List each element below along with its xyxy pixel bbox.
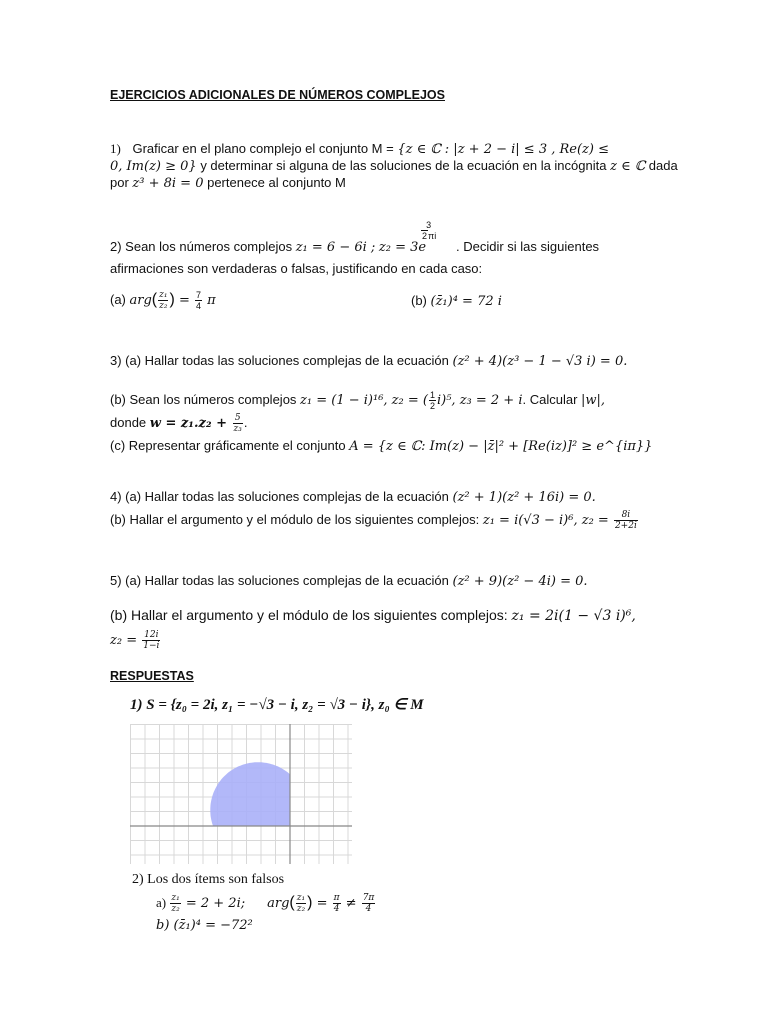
ex2-a-frac-den: 4 <box>195 301 201 311</box>
ex5-b2-math: z₂ = <box>110 632 142 648</box>
ex2-line1 <box>110 239 426 256</box>
ex1-line3 <box>110 175 346 192</box>
ex5-b-math: z₁ = 2i(1 − √3 i)⁶, <box>511 608 636 624</box>
shaded-region <box>210 762 290 826</box>
ex2-a-eq: = <box>174 292 194 308</box>
ex4-b-num: 8i <box>614 510 638 521</box>
ex3-item-c <box>110 438 652 455</box>
answer-2a: a) $\frac{\text{z₁}}{\text{z₂}}$ = 2 + 2i; arg( $\frac{\text{z₁}}{\text{z₂}}$ ) = $\frac{\pi}{4}$ ≠ $\frac{7\pi}{4}$ <box>156 893 375 914</box>
answers-heading: RESPUESTAS <box>110 669 194 683</box>
answer-2a-arg-den: z₂ <box>296 904 306 914</box>
ex4-b-text: (b) Hallar el argumento y el módulo de los siguientes complejos: <box>110 511 483 527</box>
ex2-line1-text: 2) Sean los números complejos <box>110 239 296 254</box>
ex5-a-text: 5) (a) Hallar todas las soluciones complejas de la ecuación <box>110 573 453 588</box>
ex3-b2-end: . <box>243 414 248 430</box>
ex4-item-a <box>110 489 596 506</box>
answer-1: 1) S = {z₀ = 2i, z₁ = −√3 − i, z₂ = √3 − i}, z₀ ∈ M <box>130 697 424 713</box>
ex2-item-a: (a) arg( $\frac{\text{z₁}}{\text{z₂}}$ ) = $\frac{7}{4}$ π <box>110 290 216 311</box>
ex5-a-math: (z² + 9)(z² − 4i) = 0. <box>452 574 588 589</box>
ex4-a-math: (z² + 1)(z² + 16i) = 0. <box>452 490 596 505</box>
ex2-a-den: z₂ <box>159 301 168 311</box>
ex2-z1: z₁ = 6 − 6i ; <box>295 240 376 255</box>
ex2-z2: z₂ = 3e <box>378 240 427 255</box>
ex2-b-label: (b) <box>411 293 431 308</box>
ex1-number: 1) <box>110 141 121 156</box>
ex3-item-a <box>110 353 627 370</box>
ex2-exp-num: 3 <box>426 220 432 230</box>
ex1-set-definition: {z ∈ ℂ : |z + 2 − i| ≤ 3 , Re(z) ≤ <box>397 142 609 157</box>
ex3-item-b-cont <box>110 413 248 434</box>
answer-2a-7pi-den: 4 <box>365 904 372 914</box>
ex1-line2 <box>110 158 678 175</box>
ex3-b-math1: z₁ = (1 − i)¹⁶, z₂ = ( <box>300 392 428 408</box>
ex5-item-b-cont <box>110 630 161 651</box>
answer-2b <box>156 917 253 934</box>
ex2-exponent <box>421 220 436 241</box>
ex1-line2-tail: dada <box>645 158 678 173</box>
answer-2a-eq: = 2 + 2i; <box>181 895 246 911</box>
answer-2a-pi-den: 4 <box>333 904 340 914</box>
ex4-item-b <box>110 510 639 531</box>
answer-2b-math: b) (z̄₁)⁴ = −72² <box>156 918 253 933</box>
ex1-line2-text: y determinar si alguna de las soluciones de la ecuación en la incógnita <box>196 158 611 173</box>
complex-plane-graph <box>130 724 352 864</box>
ex2-a-frac-num: 7 <box>195 290 201 300</box>
ex3-b2-math: w = z₁.z₂ + <box>149 415 232 431</box>
ex3-a-math: (z² + 4)(z³ − 1 − √3 i) = 0. <box>452 354 628 369</box>
ex3-b-half-den: 2 <box>429 401 435 411</box>
ex3-item-b <box>110 390 605 411</box>
ex5-b2-num: 12i <box>144 630 159 640</box>
ex2-exp-tail: πi <box>428 231 437 241</box>
ex5-item-a <box>110 573 588 590</box>
ex4-b-den: 2+2i <box>614 521 637 531</box>
answer-2a-eq2: = <box>312 895 332 911</box>
ex2-a-arg: arg <box>129 292 152 308</box>
ex5-item-b <box>110 607 636 624</box>
ex5-b-text: (b) Hallar el argumento y el módulo de los siguientes complejos: <box>110 607 512 623</box>
ex2-line1-tail: . Decidir si las siguientes <box>456 239 600 254</box>
answer-2-title: 2) Los dos ítems son falsos <box>132 872 285 887</box>
ex5-b2-den: 1−i <box>143 641 160 651</box>
ex3-c-text: (c) Representar gráficamente el conjunto <box>110 438 350 453</box>
ex1-line3-tail: pertenece al conjunto M <box>203 175 346 190</box>
ex1-line1 <box>110 141 609 158</box>
page-title: EJERCICIOS ADICIONALES DE NÚMEROS COMPLEJOS <box>110 88 445 102</box>
ex3-b-text2: . Calcular <box>522 391 582 407</box>
ex1-variable: z ∈ ℂ <box>610 159 646 174</box>
answer-2a-label: a) <box>156 894 170 910</box>
ex2-line2: afirmaciones son verdaderas o falsas, justificando en cada caso: <box>110 261 483 276</box>
ex3-b-text: (b) Sean los números complejos <box>110 391 301 407</box>
ex3-c-math: A = {z ∈ ℂ: Im(z) − |z̄|² + [Re(iz)]² ≥ e^{iπ}} <box>349 439 653 454</box>
ex3-b-half-num: 1 <box>429 390 435 400</box>
answer-2a-pi-num: π <box>333 893 340 903</box>
ex3-a-text: 3) (a) Hallar todas las soluciones complejas de la ecuación <box>110 353 453 368</box>
ex3-b2-den: z₃ <box>233 424 242 434</box>
answer-2a-arg: arg <box>267 895 290 911</box>
ex2-exp-den: 2 <box>422 231 428 241</box>
ex4-a-text: 4) (a) Hallar todas las soluciones complejas de la ecuación <box>110 489 453 504</box>
answer-2a-arg-num: z₁ <box>296 893 306 903</box>
ex3-b-math3: |w|, <box>581 392 606 408</box>
ex4-b-math: z₁ = i(√3 − i)⁶, z₂ = <box>482 512 613 528</box>
ex2-a-label: (a) <box>110 291 130 307</box>
answer-2a-den: z₂ <box>171 904 180 914</box>
answer-2a-neq: ≠ <box>341 895 361 911</box>
ex2-item-b <box>411 293 502 310</box>
answer-2a-num: z₁ <box>171 893 180 903</box>
ex2-b-math: (z̄₁)⁴ = 72 i <box>430 294 502 309</box>
ex1-set-condition: 0, Im(z) ≥ 0} <box>110 159 197 174</box>
ex1-line1-text: Graficar en el plano complejo el conjunto M = <box>132 141 398 156</box>
ex1-equation: z³ + 8i = 0 <box>132 176 204 191</box>
answer-2a-7pi-num: 7π <box>362 893 375 903</box>
ex3-b2-text: donde <box>110 414 150 430</box>
ex3-b2-num: 5 <box>233 413 243 424</box>
ex2-a-num: z₁ <box>159 290 168 300</box>
ex3-b-math2: i)⁵, z₃ = 2 + i <box>436 392 523 408</box>
ex1-line3-text: por <box>110 175 133 190</box>
ex2-a-pi: π <box>203 292 216 308</box>
